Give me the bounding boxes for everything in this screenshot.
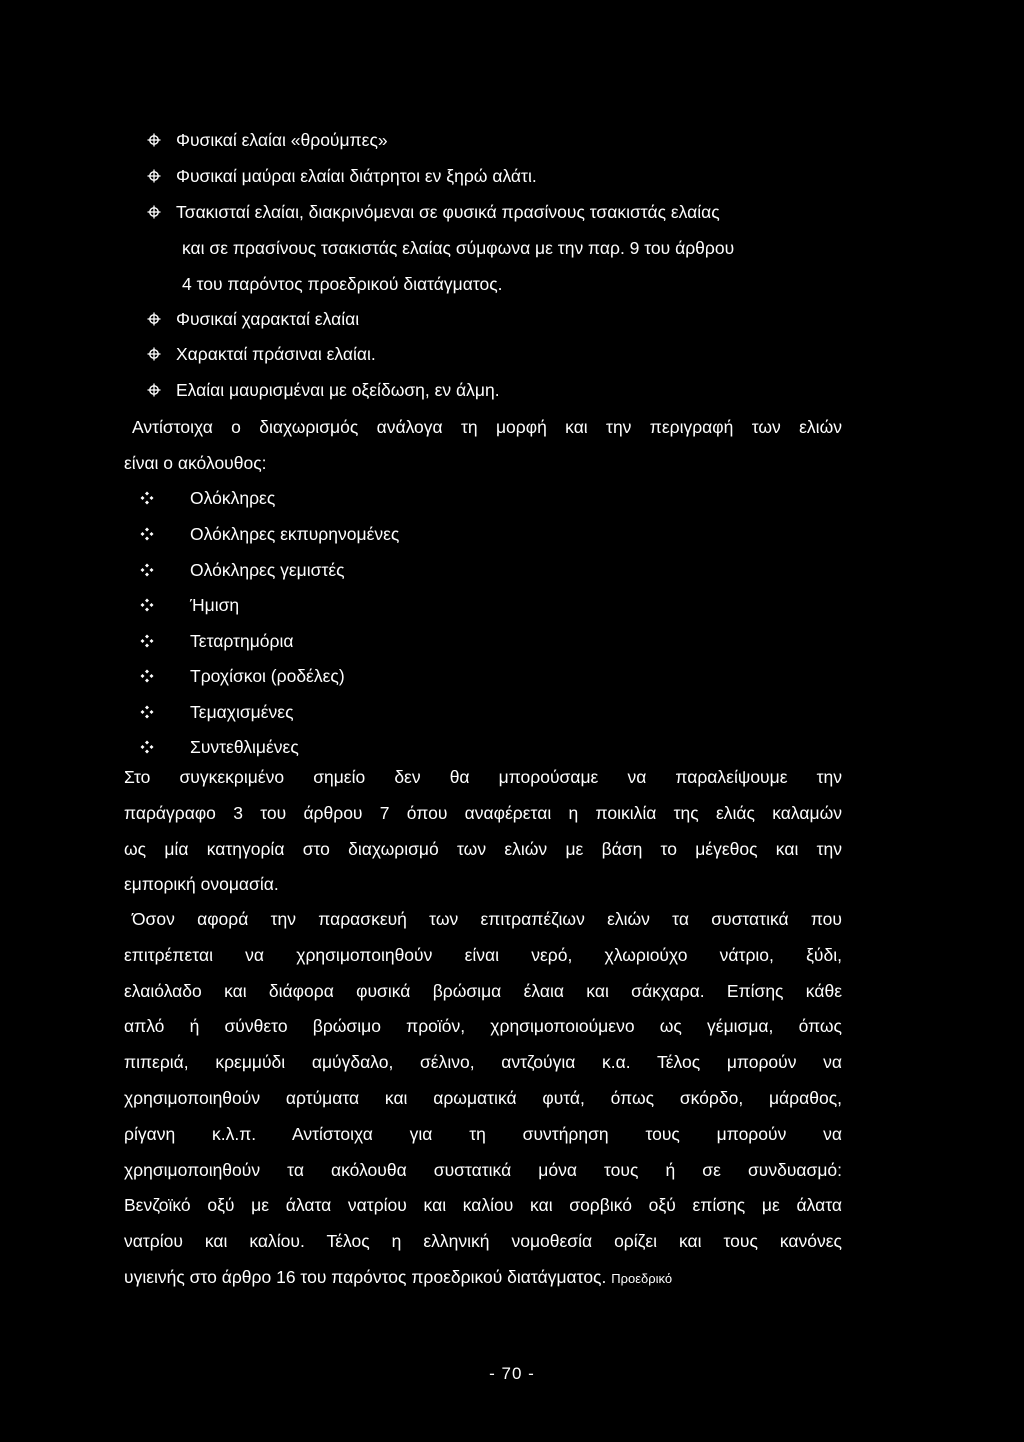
list-item: Τσακισταί ελαίαι, διακρινόμεναι σε φυσικά πρασίνους τσακιστάς ελαίας bbox=[176, 202, 720, 222]
paragraph-line: χρησιμοποιηθούν αρτύματα και αρωματικά φυτά, όπως σκόρδο, μάραθος, bbox=[124, 1087, 842, 1108]
crosshair-circle-icon bbox=[147, 383, 161, 397]
crosshair-circle-icon bbox=[147, 312, 161, 326]
four-diamond-icon bbox=[140, 705, 154, 719]
list-item: Ήμιση bbox=[190, 595, 240, 615]
classification-intro-line-1: Αντίστοιχα ο διαχωρισμός ανάλογα τη μορφή και την περιγραφή των ελιών bbox=[132, 417, 842, 437]
paragraph-line: παράγραφο 3 του άρθρου 7 όπου αναφέρεται η ποικιλία της ελιάς καλαμών bbox=[124, 802, 842, 823]
four-diamond-icon bbox=[140, 527, 154, 541]
crosshair-circle-icon bbox=[147, 347, 161, 361]
paragraph-line: Όσον αφορά την παρασκευή των επιτραπέζιων ελιών τα συστατικά που bbox=[132, 909, 842, 929]
paragraph-line: εμπορική ονομασία. bbox=[124, 874, 279, 895]
list-item: Χαρακταί πράσιναι ελαίαι. bbox=[176, 344, 376, 364]
paragraph-line: νατρίου και καλίου. Τέλος η ελληνική νομοθεσία ορίζει και τους κανόνες bbox=[124, 1231, 842, 1252]
classification-intro-line-2: είναι ο ακόλουθος: bbox=[124, 453, 267, 473]
list-item: Ελαίαι μαυρισμέναι με οξείδωση, εν άλμη. bbox=[176, 380, 500, 400]
paragraph-last-line bbox=[124, 1260, 842, 1296]
list-item: Ολόκληρες εκπυρηνομένες bbox=[190, 524, 400, 544]
list-item: Ολόκληρες bbox=[190, 488, 276, 508]
paragraph-line: πιπεριά, κρεμμύδι αμύγδαλο, σέλινο, αντζούγια κ.α. Τέλος μπορούν να bbox=[124, 1052, 842, 1073]
four-diamond-icon bbox=[140, 740, 154, 754]
crosshair-circle-icon bbox=[147, 169, 161, 183]
paragraph-line: χρησιμοποιηθούν τα ακόλουθα συστατικά μόνα τους ή σε συνδυασμό: bbox=[124, 1159, 842, 1180]
paragraph-line: Βενζοϊκό οξύ με άλατα νατρίου και καλίου και σορβικό οξύ επίσης με άλατα bbox=[124, 1195, 842, 1216]
four-diamond-icon bbox=[140, 491, 154, 505]
list-item: Φυσικαί χαρακταί ελαίαι bbox=[176, 309, 360, 329]
paragraph-line: επιτρέπεται να χρησιμοποιηθούν είναι νερό, χλωριούχο νάτριο, ξύδι, bbox=[124, 944, 842, 965]
four-diamond-icon bbox=[140, 563, 154, 577]
crosshair-circle-icon bbox=[147, 133, 161, 147]
list-item: Φυσικαί ελαίαι «θρούμπες» bbox=[176, 130, 388, 150]
crosshair-circle-icon bbox=[147, 205, 161, 219]
paragraph-1 bbox=[124, 760, 842, 903]
list-item: Ολόκληρες γεμιστές bbox=[190, 560, 345, 580]
page-number: - 70 - bbox=[489, 1364, 535, 1383]
four-diamond-icon bbox=[140, 634, 154, 648]
four-diamond-icon bbox=[140, 669, 154, 683]
paragraph-line-text: υγιεινής στο άρθρο 16 του παρόντος προεδρικού διατάγματος. bbox=[124, 1266, 607, 1287]
paragraph-line: ως μία κατηγορία στο διαχωρισμό των ελιών με βάση το μέγεθος και την bbox=[124, 838, 842, 859]
list-item: Φυσικαί μαύραι ελαίαι διάτρητοι εν ξηρώ αλάτι. bbox=[176, 166, 537, 186]
paragraph-line: ρίγανη κ.λ.π. Αντίστοιχα για τη συντήρηση τους μπορούν να bbox=[124, 1123, 842, 1144]
list-item-continuation: και σε πρασίνους τσακιστάς ελαίας σύμφωνα με την παρ. 9 του άρθρου bbox=[182, 238, 735, 258]
list-item: Συντεθλιμένες bbox=[190, 737, 299, 757]
paragraph-line: ελαιόλαδο και διάφορα φυσικά βρώσιμα έλαια και σάκχαρα. Επίσης κάθε bbox=[124, 980, 842, 1001]
paragraph-line: Στο συγκεκριμένο σημείο δεν θα μπορούσαμε να παραλείψουμε την bbox=[124, 767, 842, 787]
list-item-continuation: 4 του παρόντος προεδρικού διατάγματος. bbox=[182, 274, 503, 294]
list-item: Τεμαχισμένες bbox=[190, 702, 294, 722]
list-item: Τεταρτημόρια bbox=[190, 631, 294, 651]
list-item: Τροχίσκοι (ροδέλες) bbox=[190, 666, 345, 686]
paragraph-2 bbox=[124, 902, 842, 1296]
paragraph-line: απλό ή σύνθετο βρώσιμο προϊόν, χρησιμοποιούμενο ως γέμισμα, όπως bbox=[124, 1016, 842, 1037]
trailing-small-word: Προεδρικό bbox=[611, 1270, 673, 1286]
four-diamond-icon bbox=[140, 598, 154, 612]
